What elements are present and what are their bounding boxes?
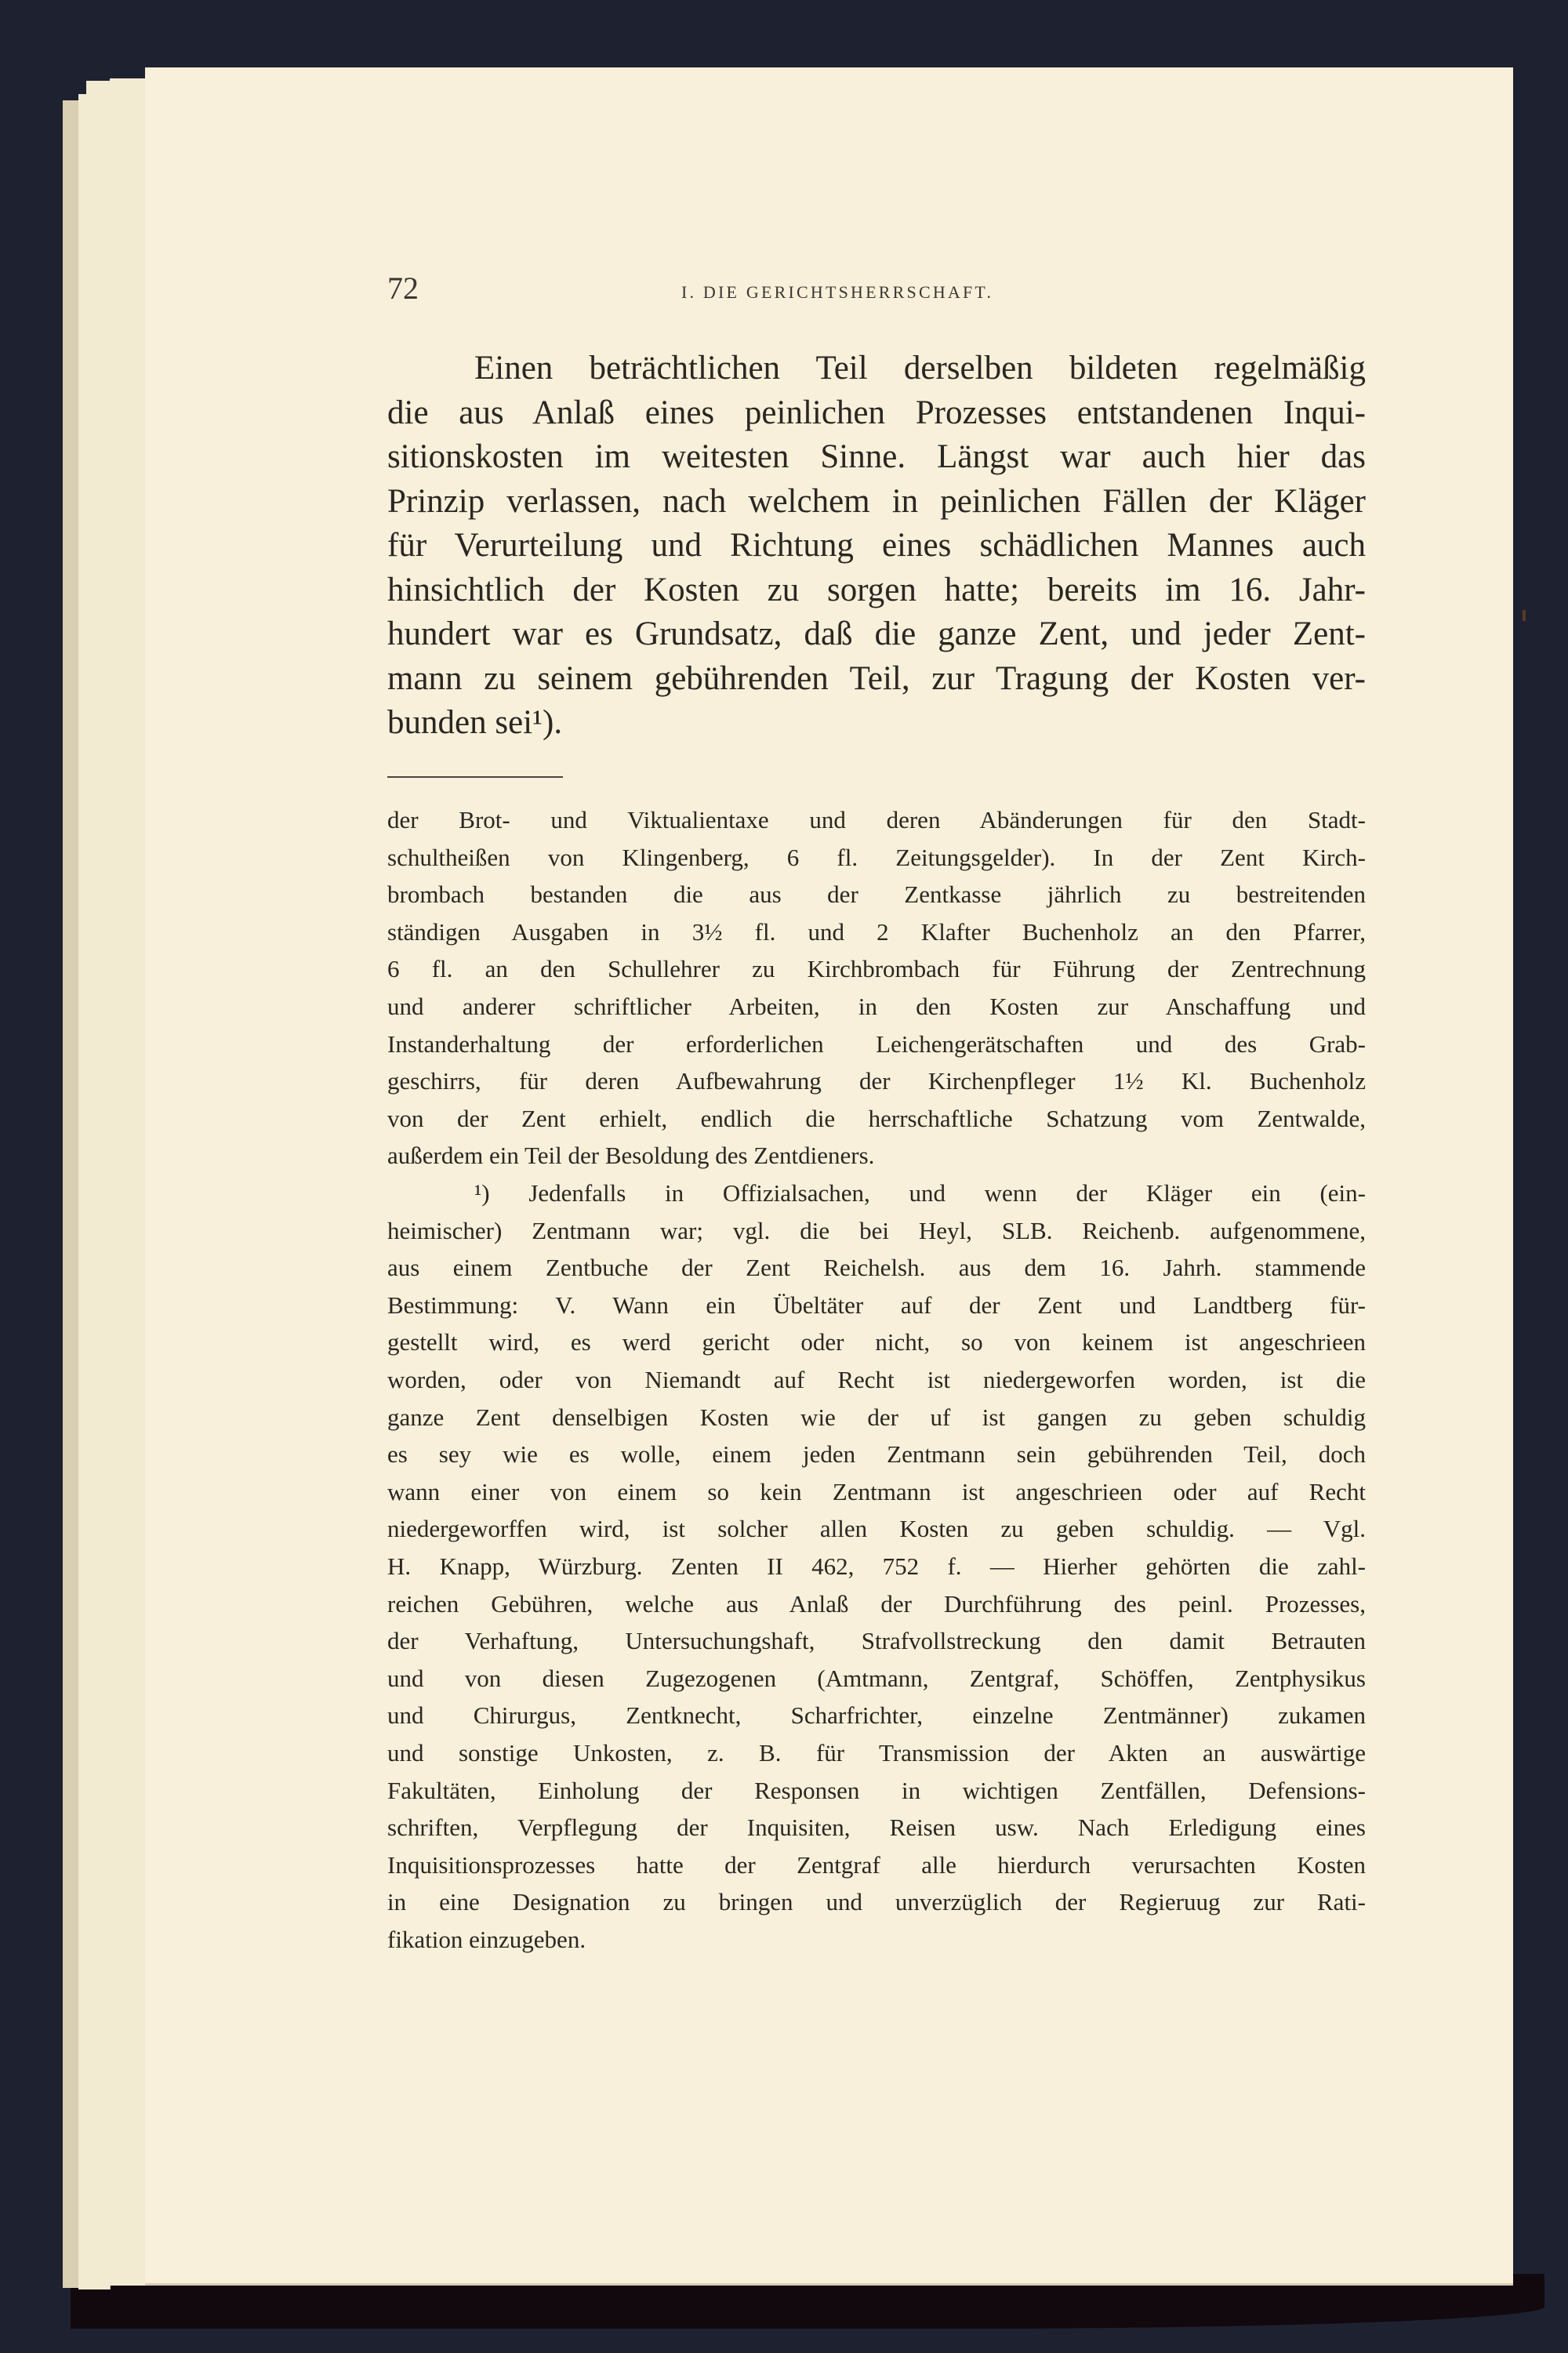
footnote-line: außerdem ein Teil der Besoldung des Zentdieners. xyxy=(387,1142,875,1170)
body-line: Einen beträchtlichen Teil derselben bildeten regelmäßig xyxy=(474,350,1366,387)
footnote-line: geschirrs, für deren Aufbewahrung der Kirchenpfleger 1½ Kl. Buchenholz xyxy=(387,1067,1366,1095)
footnote-rule xyxy=(387,776,563,778)
footnote-line: H. Knapp, Würzburg. Zenten II 462, 752 f. — Hierher gehörten die zahl- xyxy=(387,1552,1366,1580)
body-line: hundert war es Grundsatz, daß die ganze Zent, und jeder Zent- xyxy=(387,615,1366,652)
footnote-line: es sey wie es wolle, einem jeden Zentmann sein gebührenden Teil, doch xyxy=(387,1440,1366,1469)
footnote-line: reichen Gebühren, welche aus Anlaß der Durchführung des peinl. Prozesses, xyxy=(387,1589,1366,1618)
page-stack-edge xyxy=(110,78,150,2286)
page-number: 72 xyxy=(387,271,419,306)
footnote-line: schriften, Verpflegung der Inquisiten, Reisen usw. Nach Erledigung eines xyxy=(387,1814,1366,1842)
footnote-line: der Verhaftung, Untersuchungshaft, Strafvollstreckung den damit Betrauten xyxy=(387,1627,1366,1655)
footnote-line: von der Zent erhielt, endlich die herrschaftliche Schatzung vom Zentwalde, xyxy=(387,1104,1366,1132)
footnote-line: Fakultäten, Einholung der Responsen in wichtigen Zentfällen, Defensions- xyxy=(387,1776,1366,1804)
footnote-line: Inquisitionsprozesses hatte der Zentgraf alle hierdurch verursachten Kosten xyxy=(387,1850,1366,1879)
footnote-line: und Chirurgus, Zentknecht, Scharfrichter, einzelne Zentmänner) zukamen xyxy=(387,1701,1366,1730)
footnote-line: ¹) Jedenfalls in Offizialsachen, und wenn der Kläger ein (ein- xyxy=(474,1179,1366,1207)
footnote-line: und anderer schriftlicher Arbeiten, in den Kosten zur Anschaffung und xyxy=(387,993,1366,1020)
footnote-line: worden, oder von Niemandt auf Recht ist niedergeworfen worden, ist die xyxy=(387,1366,1366,1393)
footnote-line: 6 fl. an den Schullehrer zu Kirchbrombach für Führung der Zentrechnung xyxy=(387,955,1366,983)
footnote-line: gestellt wird, es werd gericht oder nicht, so von keinem ist angeschrieen xyxy=(387,1328,1366,1356)
body-line: die aus Anlaß eines peinlichen Prozesses entstandenen Inqui- xyxy=(387,394,1366,431)
paper-blemish xyxy=(1523,610,1526,621)
footnote-line: fikation einzugeben. xyxy=(387,1926,586,1953)
footnote-line: Instanderhaltung der erforderlichen Leichengerätschaften und des Grab- xyxy=(387,1029,1366,1058)
body-line: bunden sei¹). xyxy=(387,704,563,741)
body-line: Prinzip verlassen, nach welchem in peinlichen Fällen der Kläger xyxy=(387,482,1366,520)
footnote-line: aus einem Zentbuche der Zent Reichelsh. aus dem 16. Jahrh. stammende xyxy=(387,1254,1366,1282)
body-line: hinsichtlich der Kosten zu sorgen hatte; bereits im 16. Jahr- xyxy=(387,571,1366,608)
footnote-line: heimischer) Zentmann war; vgl. die bei Heyl, SLB. Reichenb. aufgenommene, xyxy=(387,1216,1366,1244)
body-line: sitionskosten im weitesten Sinne. Längst war auch hier das xyxy=(387,438,1366,475)
footnote-line: wann einer von einem so kein Zentmann ist angeschrieen oder auf Recht xyxy=(387,1477,1366,1505)
footnote-line: brombach bestanden die aus der Zentkasse jährlich zu bestreitenden xyxy=(387,881,1366,909)
footnote-line: in eine Designation zu bringen und unverzüglich der Regieruug zur Rati- xyxy=(387,1888,1366,1916)
footnote-line: niedergeworffen wird, ist solcher allen Kosten zu geben schuldig. — Vgl. xyxy=(387,1515,1366,1543)
footnote-line: ständigen Ausgaben in 3½ fl. und 2 Klafter Buchenholz an den Pfarrer, xyxy=(387,917,1366,946)
footnote-line: und von diesen Zugezogenen (Amtmann, Zentgraf, Schöffen, Zentphysikus xyxy=(387,1664,1366,1692)
footnote-line: Bestimmung: V. Wann ein Übeltäter auf der Zent und Landtberg für- xyxy=(387,1291,1366,1319)
footnote-line: und sonstige Unkosten, z. B. für Transmission der Akten an auswärtige xyxy=(387,1739,1366,1767)
footnote-line: der Brot- und Viktualientaxe und deren Abänderungen für den Stadt- xyxy=(387,806,1366,833)
body-line: für Verurteilung und Richtung eines schädlichen Mannes auch xyxy=(387,527,1366,564)
footnote-line: schultheißen von Klingenberg, 6 fl. Zeitungsgelder). In der Zent Kirch- xyxy=(387,843,1366,871)
footnote-line: ganze Zent denselbigen Kosten wie der uf ist gangen zu geben schuldig xyxy=(387,1403,1366,1431)
body-line: mann zu seinem gebührenden Teil, zur Tragung der Kosten ver- xyxy=(387,659,1366,697)
running-title: I. DIE GERICHTSHERRSCHAFT. xyxy=(681,282,994,302)
